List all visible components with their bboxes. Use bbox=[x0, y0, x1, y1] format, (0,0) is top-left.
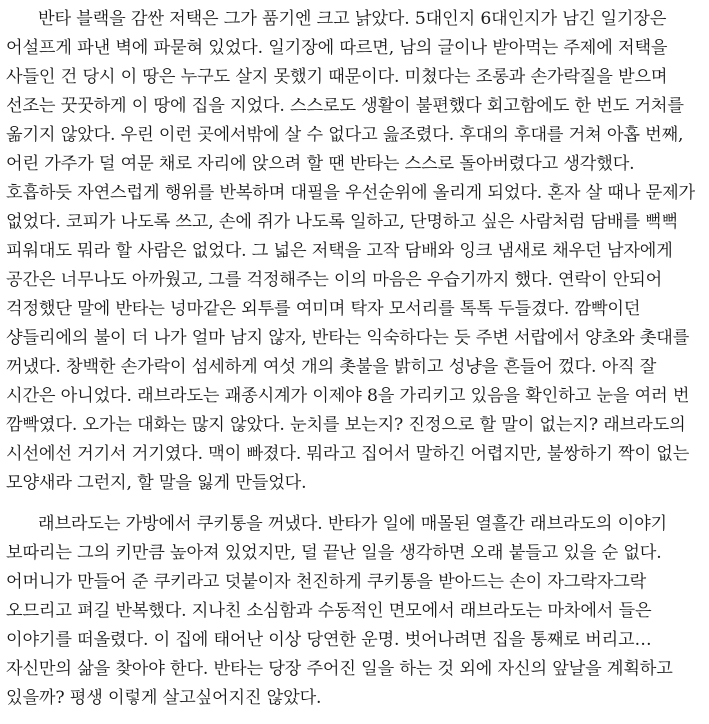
paragraph-1-line-5: 옮기지 않았다. 우린 이런 곳에서밖에 살 수 없다고 읊조렸다. 후대의 후대를 거쳐 아홉 번째, bbox=[6, 125, 684, 145]
paragraph-2-line-1: 래브라도는 가방에서 쿠키통을 꺼냈다. 반타가 일에 매몰된 열흘간 래브라도의 이야기 bbox=[38, 514, 667, 534]
paragraph-1-line-14: 시간은 아니었다. 래브라도는 괘종시계가 이제야 8을 가리키고 있음을 확인하고 눈을 여러 번 bbox=[6, 386, 690, 406]
paragraph-1-line-7: 호흡하듯 자연스럽게 행위를 반복하며 대필을 우선순위에 올리게 되었다. 혼자 살 때나 문제가 bbox=[6, 183, 695, 203]
paragraph-1-line-10: 공간은 너무나도 아까웠고, 그를 걱정해주는 이의 마음은 우습기까지 했다. 연락이 안되어 bbox=[6, 270, 663, 290]
paragraph-2-line-3: 어머니가 만들어 준 쿠키라고 덧붙이자 천진하게 쿠키통을 받아드는 손이 자그락자그락 bbox=[6, 572, 647, 592]
paragraph-1-line-3: 사들인 건 당시 이 땅은 누구도 살지 못했기 때문이다. 미쳤다는 조롱과 손가락질을 받으며 bbox=[6, 67, 668, 87]
paragraph-1-line-6: 어린 가주가 덜 여문 채로 자리에 앉으려 할 땐 반타는 스스로 돌아버렸다고 생각했다. bbox=[6, 154, 635, 174]
paragraph-2-line-4: 오므리고 펴길 반복했다. 지나친 소심함과 수동적인 면모에서 래브라도는 마차에서 들은 bbox=[6, 601, 652, 621]
paragraph-1-line-11: 걱정했단 말에 반타는 넝마같은 외투를 여미며 탁자 모서리를 톡톡 두들겼다. 깜빡이던 bbox=[6, 299, 641, 319]
paragraph-1-line-8: 없었다. 코피가 나도록 쓰고, 손에 쥐가 나도록 일하고, 단명하고 싶은 사람처럼 담배를 뻑뻑 bbox=[6, 212, 679, 232]
paragraph-1-line-9: 피워대도 뭐라 할 사람은 없었다. 그 넓은 저택을 고작 담배와 잉크 냄새로 채우던 남자에게 bbox=[6, 241, 673, 261]
paragraph-1-line-1: 반타 블랙을 감싼 저택은 그가 품기엔 크고 낡았다. 5대인지 6대인지가 남긴 일기장은 bbox=[38, 9, 667, 29]
paragraph-1-line-13: 꺼냈다. 창백한 손가락이 섬세하게 여섯 개의 촛불을 밝히고 성냥을 흔들어 껐다. 아직 잘 bbox=[6, 357, 657, 377]
paragraph-2-line-7: 있을까? 평생 이렇게 살고싶어지진 않았다. bbox=[6, 688, 322, 708]
paragraph-2-line-2: 보따리는 그의 키만큼 높아져 있었지만, 덜 끝난 일을 생각하면 오래 붙들고 있을 순 없다. bbox=[6, 543, 662, 563]
paragraph-1-line-12: 샹들리에의 불이 더 나가 얼마 남지 않자, 반타는 익숙하다는 듯 주변 서랍에서 양초와 촛대를 bbox=[6, 328, 690, 348]
paragraph-1-line-2: 어설프게 파낸 벽에 파묻혀 있었다. 일기장에 따르면, 남의 글이나 받아먹는 주제에 저택을 bbox=[6, 38, 668, 58]
paragraph-1-line-16: 시선에선 거기서 거기였다. 맥이 빠졌다. 뭐라고 집어서 말하긴 어렵지만, 불쌍하기 짝이 없는 bbox=[6, 444, 690, 464]
paragraph-1-line-4: 선조는 꿋꿋하게 이 땅에 집을 지었다. 스스로도 생활이 불편했다 회고함에도 한 번도 거처를 bbox=[6, 96, 684, 116]
paragraph-1-line-15: 깜빡였다. 오가는 대화는 많지 않았다. 눈치를 보는지? 진정으로 할 말이 없는지? 래브라도의 bbox=[6, 415, 686, 435]
paragraph-2-line-6: 자신만의 삶을 찾아야 한다. 반타는 당장 주어진 일을 하는 것 외에 자신의 앞날을 계획하고 bbox=[6, 659, 673, 679]
paragraph-1-line-17: 모양새라 그런지, 할 말을 잃게 만들었다. bbox=[6, 473, 307, 493]
paragraph-2-line-5: 이야기를 떠올렸다. 이 집에 태어난 이상 당연한 운명. 벗어나려면 집을 통째로 버리고… bbox=[6, 630, 652, 650]
